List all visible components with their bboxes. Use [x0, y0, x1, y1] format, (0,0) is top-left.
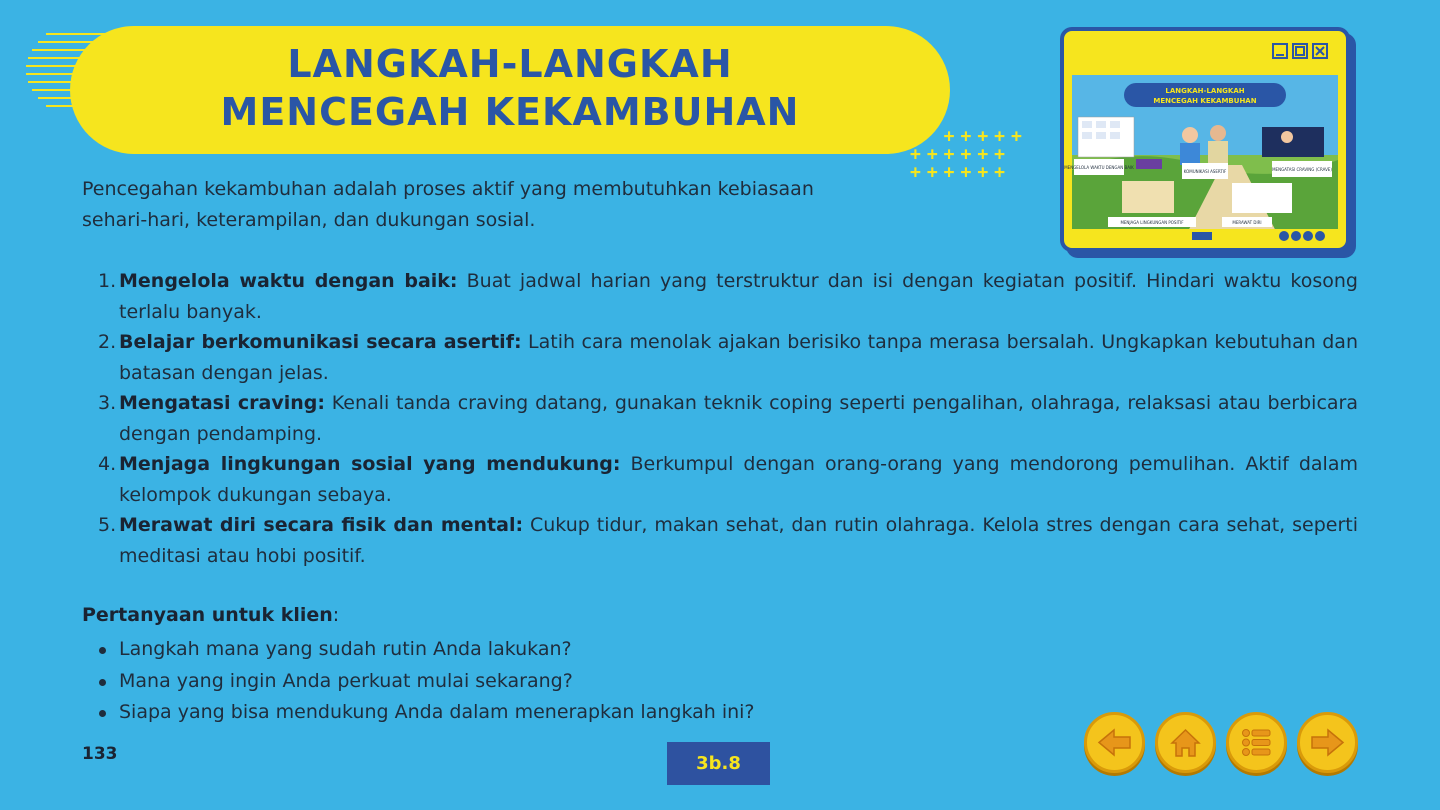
thumb-title-1: LANGKAH-LANGKAH [1165, 87, 1245, 95]
next-button[interactable] [1297, 712, 1358, 773]
questions-heading [82, 604, 339, 626]
step-text: Kenali tanda craving datang, gunakan teknik coping seperti pengalihan, olahraga, relaksasi atau berbicara dengan pendamping. [119, 392, 1358, 445]
section-code-badge: 3b.8 [667, 742, 770, 785]
step-text: Berkumpul dengan orang-orang yang mendorong pemulihan. Aktif dalam kelompok dukungan sebaya. [119, 453, 1358, 506]
arrow-right-icon [1300, 715, 1355, 770]
question-text: Siapa yang bisa mendukung Anda dalam menerapkan langkah ini? [119, 701, 755, 723]
step-title: Belajar berkomunikasi secara asertif: [119, 331, 522, 353]
thumb-label-5: MERAWAT DIRI [1232, 220, 1262, 225]
minimize-icon[interactable] [1272, 43, 1288, 59]
title-line-2: MENCEGAH KEKAMBUHAN [220, 90, 800, 134]
questions-heading-colon: : [332, 604, 340, 626]
menu-button[interactable] [1226, 712, 1287, 773]
menu-list-icon [1229, 715, 1284, 770]
bullet-icon [99, 710, 106, 717]
question-text: Langkah mana yang sudah rutin Anda lakukan? [119, 638, 572, 660]
question-item [82, 666, 755, 698]
window-controls [1272, 43, 1328, 59]
home-button[interactable] [1155, 712, 1216, 773]
thumb-label-1: MENGELOLA WAKTU DENGAN BAIK [1064, 165, 1134, 170]
step-number: 5. [98, 514, 117, 536]
close-icon[interactable] [1312, 43, 1328, 59]
thumb-label-2: KOMUNIKASI ASERTIF [1183, 169, 1227, 174]
step-item [82, 449, 1358, 510]
arrow-left-icon [1087, 715, 1142, 770]
intro-paragraph [82, 174, 902, 236]
step-text: Cukup tidur, makan sehat, dan rutin olahraga. Kelola stres dengan cara sehat, seperti meditasi atau hobi positif. [119, 514, 1358, 567]
title-line-1: LANGKAH-LANGKAH [287, 42, 733, 86]
page-number: 133 [82, 744, 118, 764]
step-title: Merawat diri secara fisik dan mental: [119, 514, 524, 536]
question-text: Mana yang ingin Anda perkuat mulai sekarang? [119, 669, 573, 692]
question-item [82, 634, 755, 666]
bullet-icon [99, 679, 106, 686]
thumb-label-4: MENJAGA LINGKUNGAN POSITIF [1120, 220, 1184, 225]
page-title [170, 40, 850, 136]
step-item [82, 327, 1358, 388]
step-number: 3. [98, 392, 117, 414]
preview-thumbnail [1064, 75, 1338, 243]
step-title: Mengatasi craving: [119, 392, 325, 414]
step-text: Latih cara menolak ajakan berisiko tanpa merasa bersalah. Ungkapkan kebutuhan dan batasan dengan jelas. [119, 331, 1358, 384]
intro-line-1: Pencegahan kekambuhan adalah proses aktif yang membutuhkan kebiasaan [82, 178, 814, 200]
home-icon [1158, 715, 1213, 770]
navigation-buttons [1084, 712, 1358, 773]
intro-line-2: sehari-hari, keterampilan, dan dukungan sosial. [82, 209, 536, 231]
bullet-icon [99, 647, 106, 654]
thumb-label-3: MENGATASI CRAVING (CRAVE) [1272, 167, 1332, 172]
questions-list [82, 634, 755, 729]
maximize-icon[interactable] [1292, 43, 1308, 59]
step-item [82, 510, 1358, 571]
preview-window [1060, 27, 1350, 252]
step-title: Mengelola waktu dengan baik: [119, 270, 458, 292]
steps-list [82, 266, 1358, 571]
decorative-plus-grid: +++++ ++++++ ++++++ [910, 126, 1028, 183]
step-number: 1. [98, 270, 117, 292]
step-number: 4. [98, 453, 117, 475]
questions-heading-text: Pertanyaan untuk klien [82, 604, 333, 626]
step-title: Menjaga lingkungan sosial yang mendukung: [119, 453, 621, 475]
step-item [82, 388, 1358, 449]
previous-button[interactable] [1084, 712, 1145, 773]
step-text: Buat jadwal harian yang terstruktur dan isi dengan kegiatan positif. Hindari waktu kosong terlalu banyak. [119, 270, 1358, 323]
question-item [82, 697, 755, 729]
step-number: 2. [98, 331, 117, 353]
step-item [82, 266, 1358, 327]
thumb-title-2: MENCEGAH KEKAMBUHAN [1153, 97, 1257, 105]
